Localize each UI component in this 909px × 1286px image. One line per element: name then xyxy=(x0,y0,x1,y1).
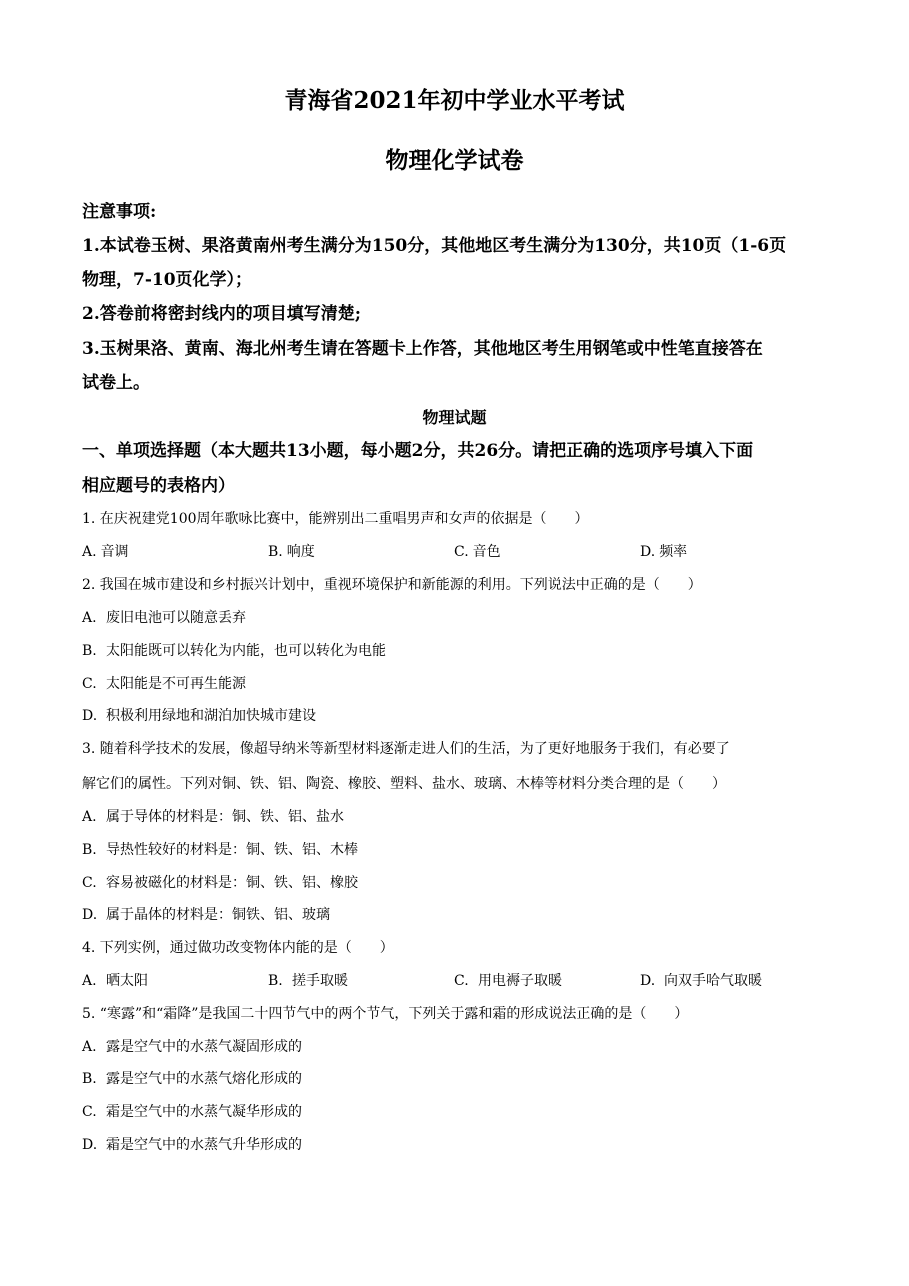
notice-heading: 注意事项: xyxy=(82,202,157,222)
option-letter: C. xyxy=(82,676,97,692)
notice-item-3-line-2: 试卷上。 xyxy=(82,373,150,393)
section-heading: 物理试题 xyxy=(422,408,487,427)
question-2-option-d xyxy=(82,705,316,727)
question-1-option-a xyxy=(82,541,129,563)
question-3-option-a xyxy=(82,806,344,828)
option-text: 晒太阳 xyxy=(106,973,148,989)
question-5-option-d xyxy=(82,1134,302,1156)
option-letter: A. xyxy=(82,1039,97,1055)
option-text: 向双手哈气取暖 xyxy=(664,973,762,989)
question-4-stem: 4. 下列实例，通过做功改变物体内能的是（ ） xyxy=(82,940,394,956)
question-1-stem: 1. 在庆祝建党100周年歌咏比赛中，能辨别出二重唱男声和女声的依据是（ ） xyxy=(82,511,589,527)
option-text: 霜是空气中的水蒸气凝华形成的 xyxy=(106,1104,302,1120)
question-2-stem: 2. 我国在城市建设和乡村振兴计划中，重视环境保护和新能源的利用。下列说法中正确的是（ ） xyxy=(82,577,702,593)
option-letter: D. xyxy=(82,1137,98,1153)
option-letter: C. xyxy=(82,1104,97,1120)
notice-item-1-line-2: 物理，7-10页化学）； xyxy=(82,270,253,290)
option-text: 导热性较好的材料是：铜、铁、铝、木棒 xyxy=(106,842,358,858)
option-text: 废旧电池可以随意丢弃 xyxy=(106,610,246,626)
part-heading-line-2: 相应题号的表格内） xyxy=(82,476,235,496)
question-1-option-d xyxy=(640,541,687,563)
option-letter: A. xyxy=(82,973,97,989)
question-2-option-a xyxy=(82,607,246,629)
question-2-option-c xyxy=(82,673,246,695)
option-letter: D. xyxy=(82,708,98,724)
question-4-option-c xyxy=(454,970,562,992)
option-text: 露是空气中的水蒸气熔化形成的 xyxy=(106,1071,302,1087)
question-3-option-d xyxy=(82,904,330,926)
exam-title: 青海省2021年初中学业水平考试 xyxy=(284,87,625,114)
option-text: 霜是空气中的水蒸气升华形成的 xyxy=(106,1137,302,1153)
option-text: 属于导体的材料是：铜、铁、铝、盐水 xyxy=(106,809,344,825)
option-text: 太阳能既可以转化为内能，也可以转化为电能 xyxy=(106,643,386,659)
question-2-option-b xyxy=(82,640,386,662)
question-1-option-c xyxy=(454,541,501,563)
option-letter: A. xyxy=(82,809,97,825)
question-4-option-b xyxy=(268,970,348,992)
question-1-option-b xyxy=(268,541,315,563)
option-text: 容易被磁化的材料是：铜、铁、铝、橡胶 xyxy=(106,875,358,891)
question-4-option-a xyxy=(82,970,148,992)
option-letter: B. xyxy=(268,544,283,560)
option-letter: A. xyxy=(82,610,97,626)
option-text: 用电褥子取暖 xyxy=(478,973,562,989)
question-5-option-b xyxy=(82,1068,302,1090)
notice-item-3-line-1: 3.玉树果洛、黄南、海北州考生请在答题卡上作答，其他地区考生用钢笔或中性笔直接答在 xyxy=(82,339,763,359)
option-letter: B. xyxy=(82,842,97,858)
option-text: 太阳能是不可再生能源 xyxy=(106,676,246,692)
option-letter: A. xyxy=(82,544,97,560)
option-letter: C. xyxy=(454,544,469,560)
option-letter: B. xyxy=(82,1071,97,1087)
option-letter: D. xyxy=(640,544,656,560)
question-3-stem-line-1: 3. 随着科学技术的发展，像超导纳米等新型材料逐渐走进人们的生活，为了更好地服务于我们，有必要了 xyxy=(82,741,730,757)
question-4-option-d xyxy=(640,970,762,992)
exam-subtitle: 物理化学试卷 xyxy=(385,147,524,174)
option-letter: D. xyxy=(82,907,98,923)
question-3-option-c xyxy=(82,872,358,894)
option-text: 搓手取暖 xyxy=(292,973,348,989)
question-5-option-a xyxy=(82,1036,302,1058)
option-text: 频率 xyxy=(659,544,688,560)
option-letter: C. xyxy=(82,875,97,891)
option-letter: C. xyxy=(454,973,469,989)
option-text: 音调 xyxy=(100,544,129,560)
notice-item-2: 2.答卷前将密封线内的项目填写清楚; xyxy=(82,304,362,324)
part-heading-line-1: 一、单项选择题（本大题共13小题，每小题2分，共26分。请把正确的选项序号填入下面 xyxy=(82,441,754,461)
question-3-stem-line-2: 解它们的属性。下列对铜、铁、铝、陶瓷、橡胶、塑料、盐水、玻璃、木棒等材料分类合理的是（ ） xyxy=(82,776,726,792)
option-letter: D. xyxy=(640,973,656,989)
question-3-option-b xyxy=(82,839,358,861)
option-text: 积极利用绿地和湖泊加快城市建设 xyxy=(106,708,316,724)
option-letter: B. xyxy=(82,643,97,659)
option-text: 响度 xyxy=(286,544,315,560)
option-text: 音色 xyxy=(472,544,501,560)
question-5-option-c xyxy=(82,1101,302,1123)
question-5-stem: 5. “寒露”和“霜降”是我国二十四节气中的两个节气，下列关于露和霜的形成说法正确的是（ ） xyxy=(82,1006,689,1022)
option-text: 属于晶体的材料是：铜铁、铝、玻璃 xyxy=(106,907,330,923)
notice-item-1-line-1: 1.本试卷玉树、果洛黄南州考生满分为150分，其他地区考生满分为130分，共10页（1-6页 xyxy=(82,236,787,256)
option-text: 露是空气中的水蒸气凝固形成的 xyxy=(106,1039,302,1055)
option-letter: B. xyxy=(268,973,283,989)
